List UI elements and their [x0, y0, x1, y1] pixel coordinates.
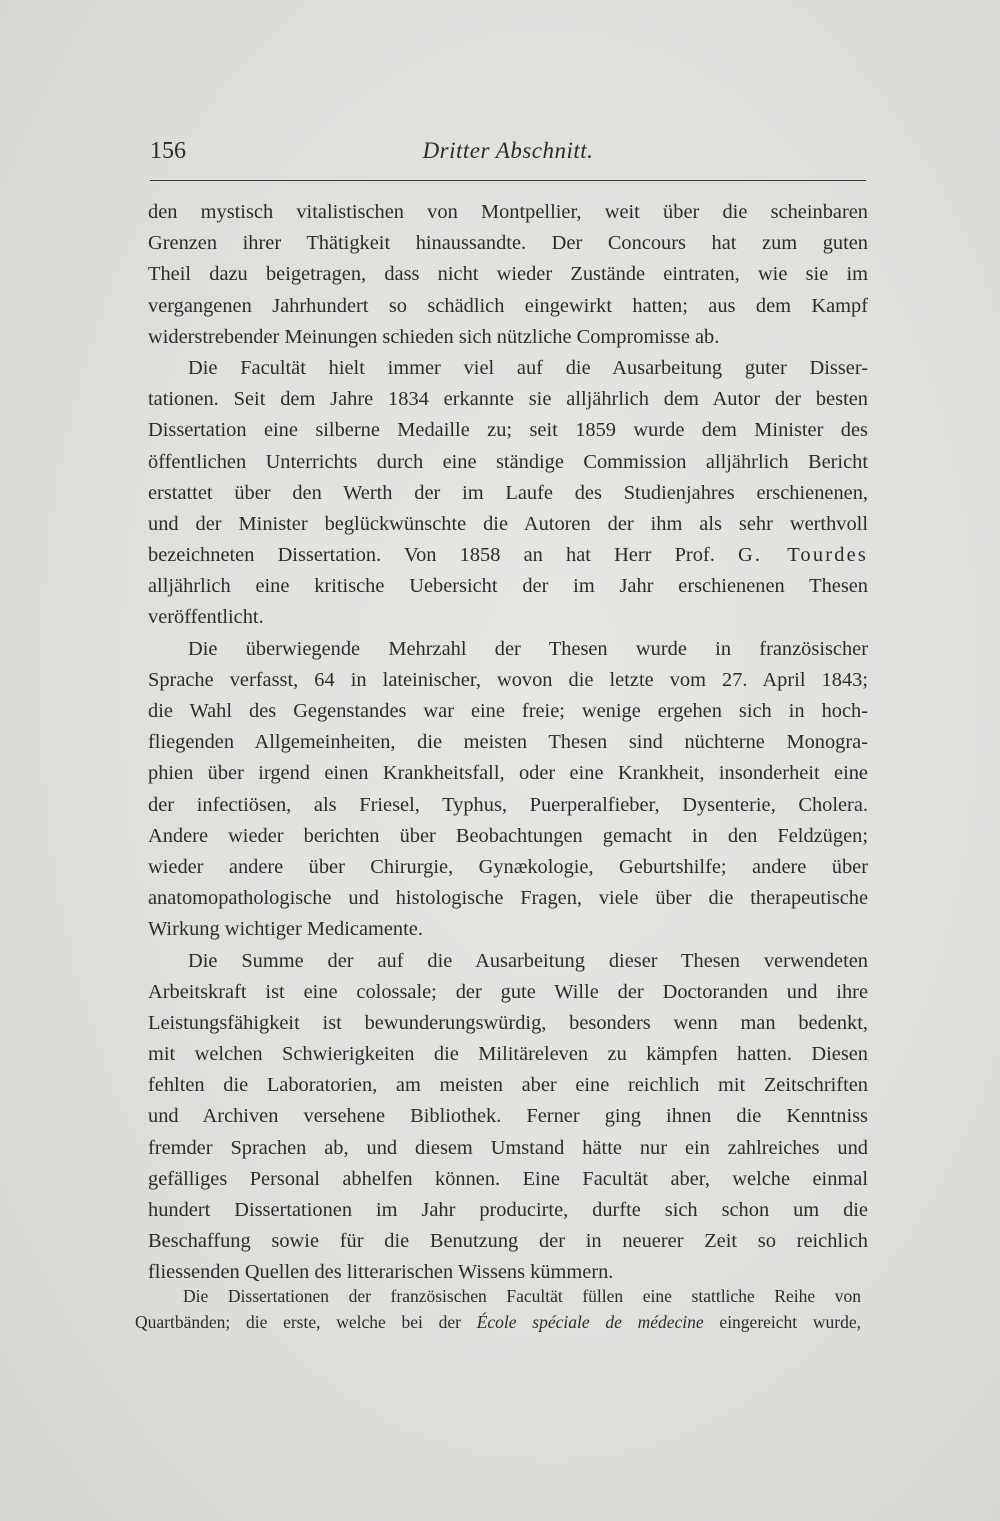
text-line: Beschaffung sowie für die Benutzung der in neuerer Zeit so reichlich	[148, 1230, 868, 1253]
text-line: anatomopathologische und histologische Fragen, viele über die therapeutische	[148, 887, 868, 910]
text-line: fehlten die Laboratorien, am meisten aber eine reichlich mit Zeitschriften	[148, 1074, 868, 1097]
paragraph-3	[148, 634, 868, 946]
main-text	[148, 197, 868, 1289]
text-line: mit welchen Schwierigkeiten die Militäreleven zu kämpfen hatten. Diesen	[148, 1043, 868, 1066]
page-header	[150, 138, 866, 172]
footnote-line: Die Dissertationen der französischen Facultät füllen eine stattliche Reihe von	[183, 1286, 861, 1306]
text-line: fliessenden Quellen des litterarischen Wissens kümmern.	[148, 1261, 614, 1284]
text-line: veröffentlicht.	[148, 606, 264, 629]
header-rule	[150, 180, 866, 181]
footnote-segment: Quartbänden; die erste, welche bei der	[135, 1312, 461, 1332]
text-line: die Wahl des Gegenstandes war eine freie; wenige ergehen sich in hoch-	[148, 700, 868, 722]
paragraph-4	[148, 946, 868, 1289]
text-line: alljährlich eine kritische Uebersicht der im Jahr erschienenen Thesen	[148, 575, 868, 598]
page-number: 156	[150, 138, 186, 164]
text-line: phien über irgend einen Krankheitsfall, oder eine Krankheit, insonderheit eine	[148, 762, 868, 785]
text-line: fliegenden Allgemeinheiten, die meisten Thesen sind nüchterne Monogra-	[148, 731, 868, 754]
author-name: G. Tourdes	[737, 544, 868, 567]
text-line: und Archiven versehene Bibliothek. Ferner ging ihnen die Kenntniss	[148, 1105, 868, 1128]
text-line: Dissertation eine silberne Medaille zu; seit 1859 wurde dem Minister des	[148, 419, 868, 442]
text-line: widerstrebender Meinungen schieden sich nützliche Compromisse ab.	[148, 325, 720, 348]
text-line: und der Minister beglückwünschte die Autoren der ihm als sehr werthvoll	[148, 512, 868, 535]
text-segment: bezeichneten Dissertation. Von 1858 an hat Herr Prof.	[148, 544, 715, 567]
running-title: Dritter Abschnitt.	[422, 138, 594, 163]
text-line: Grenzen ihrer Thätigkeit hinaussandte. Der Concours hat zum guten	[148, 232, 868, 255]
text-line: Wirkung wichtiger Medicamente.	[148, 918, 423, 941]
text-line: der infectiösen, als Friesel, Typhus, Puerperalfieber, Dysenterie, Cholera.	[148, 793, 868, 816]
text-line: Andere wieder berichten über Beobachtungen gemacht in den Feldzügen;	[148, 824, 868, 847]
text-line: Leistungsfähigkeit ist bewunderungswürdig, besonders wenn man bedenkt,	[148, 1011, 868, 1034]
text-line: Die Facultät hielt immer viel auf die Ausarbeitung guter Disser-	[188, 356, 868, 379]
footnote-segment: eingereicht wurde,	[719, 1312, 861, 1332]
paragraph-2	[148, 353, 868, 634]
text-line: öffentlichen Unterrichts durch eine ständige Commission alljährlich Bericht	[148, 450, 868, 473]
paragraph-1	[148, 197, 868, 353]
text-line: Sprache verfasst, 64 in lateinischer, wovon die letzte vom 27. April 1843;	[148, 668, 868, 691]
footnote-line	[135, 1309, 861, 1335]
text-line: Theil dazu beigetragen, dass nicht wieder Zustände eintraten, wie sie im	[148, 263, 868, 286]
footnote	[135, 1283, 861, 1335]
text-line	[148, 540, 868, 571]
text-line: hundert Dissertationen im Jahr producirte, durfte sich schon um die	[148, 1199, 868, 1221]
text-line: vergangenen Jahrhundert so schädlich eingewirkt hatten; aus dem Kampf	[148, 294, 868, 317]
text-line: Die Summe der auf die Ausarbeitung dieser Thesen verwendeten	[188, 949, 868, 972]
text-line: Arbeitskraft ist eine colossale; der gute Wille der Doctoranden und ihre	[148, 980, 868, 1003]
text-line: erstattet über den Werth der im Laufe des Studienjahres erschienenen,	[148, 481, 868, 504]
text-line: tationen. Seit dem Jahre 1834 erkannte sie alljährlich dem Autor der besten	[148, 388, 868, 411]
text-line: Die überwiegende Mehrzahl der Thesen wurde in französischer	[188, 637, 868, 660]
text-line: den mystisch vitalistischen von Montpellier, weit über die scheinbaren	[148, 201, 868, 223]
text-line: wieder andere über Chirurgie, Gynækologie, Geburtshilfe; andere über	[148, 855, 868, 878]
text-line: gefälliges Personal abhelfen können. Eine Facultät aber, welche einmal	[148, 1167, 868, 1190]
text-line: fremder Sprachen ab, und diesem Umstand hätte nur ein zahlreiches und	[148, 1136, 868, 1159]
footnote-italic: École spéciale de médecine	[476, 1312, 704, 1332]
